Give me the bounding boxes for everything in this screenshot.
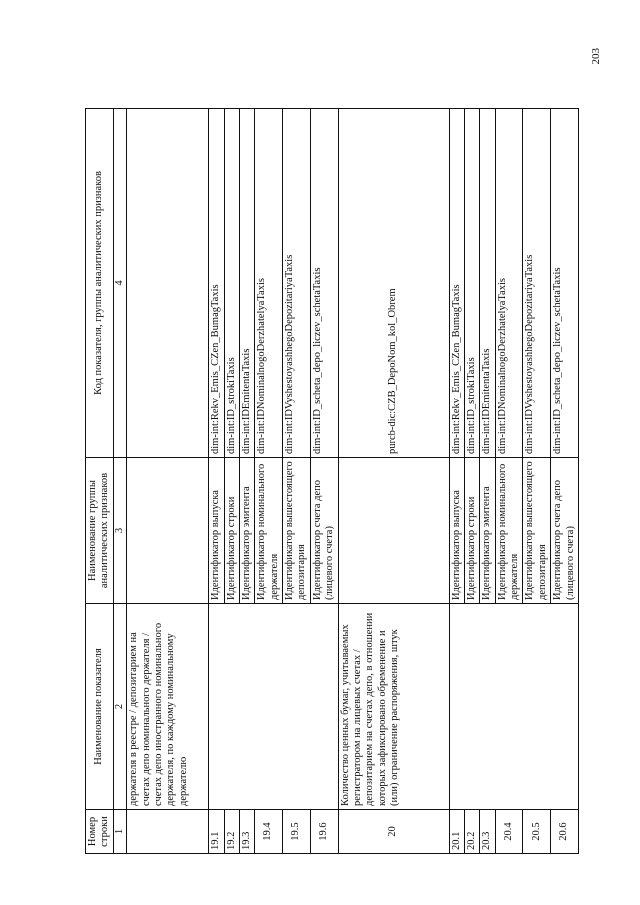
indicator-code-cell: dim-int:IDNominalnogoDerzhatelyaTaxis [495,109,523,458]
header-indicator-name: Наименование показателя [86,604,114,810]
group-name-cell: Идентификатор строки [464,458,479,604]
table-row [338,109,449,854]
indicator-code-cell: dim-int:ID_strokiTaxis [224,109,239,458]
row-number-cell: 20.5 [523,810,551,854]
indicator-code-cell: dim-int:ID_strokiTaxis [464,109,479,458]
indicator-code-cell: dim-int:IDVyshestoyashhegoDepozitariyaTaxis [523,109,551,458]
indicator-code-cell: dim-int:ID_scheta_depo_liczev_schetaTaxis [551,109,579,458]
header-group-name: Наименование группы аналитических признаков [86,458,114,604]
page-number: 203 [590,48,602,65]
indicator-code-cell [127,109,209,458]
indicator-code-cell: dim-int:IDEmitentaTaxis [239,109,254,458]
indicator-name-cell [449,604,578,810]
indicator-name-cell: Количество ценных бумаг, учитываемых регистратором на лицевых счетах / депозитарием на счетах депо, в отношении которых зафиксировано обременение и (или) ограничение распоряжения, штук [338,604,449,810]
indicator-code-cell: dim-int:IDEmitentaTaxis [480,109,495,458]
column-index: 3 [113,458,126,604]
row-number-cell: 19.6 [310,810,338,854]
indicator-code-cell: purcb-dic:CZB_DepoNom_kol_Obrem [338,109,449,458]
row-number-cell: 20.4 [495,810,523,854]
rotated-table-container [85,109,576,854]
indicator-name-cell [209,604,338,810]
row-number-cell: 20.1 [449,810,464,854]
group-name-cell: Идентификатор номинального держателя [495,458,523,604]
indicator-code-cell: dim-int:IDNominalnogoDerzhatelyaTaxis [255,109,283,458]
column-index: 2 [113,604,126,810]
column-index-row [113,109,126,854]
table-row [209,109,224,854]
row-number-cell: 20.3 [480,810,495,854]
table-header-row [86,109,114,854]
row-number-cell: 19.5 [283,810,311,854]
group-name-cell: Идентификатор вышестоящего депозитария [523,458,551,604]
indicator-name-cell: держателя в реестре / депозитарием на счетах депо номинального держателя / счетах депо иностранного номинального держателя, по каждому номинальному держателю [127,604,209,810]
indicator-code-cell: dim-int:Rekv_Emis_CZen_BumagTaxis [209,109,224,458]
group-name-cell: Идентификатор счета депо (лицевого счета) [551,458,579,604]
header-indicator-code: Код показателя, группы аналитических признаков [86,109,114,458]
column-index: 1 [113,810,126,854]
row-number-cell: 20.6 [551,810,579,854]
row-number-cell: 19.4 [255,810,283,854]
group-name-cell: Идентификатор эмитента [480,458,495,604]
row-number-cell [127,810,209,854]
group-name-cell: Идентификатор выпуска [209,458,224,604]
group-name-cell: Идентификатор вышестоящего депозитария [283,458,311,604]
row-number-cell: 20.2 [464,810,479,854]
table-row-continuation [127,109,209,854]
table-row [449,109,464,854]
row-number-cell: 19.1 [209,810,224,854]
group-name-cell: Идентификатор номинального держателя [255,458,283,604]
group-name-cell: Идентификатор строки [224,458,239,604]
row-number-cell: 19.2 [224,810,239,854]
group-name-cell: Идентификатор счета депо (лицевого счета) [310,458,338,604]
indicator-code-cell: dim-int:ID_scheta_depo_liczev_schetaTaxis [310,109,338,458]
row-number-cell: 20 [338,810,449,854]
indicators-table [85,108,579,854]
indicator-code-cell: dim-int:Rekv_Emis_CZen_BumagTaxis [449,109,464,458]
header-row-number: Номер строки [86,810,114,854]
indicator-code-cell: dim-int:IDVyshestoyashhegoDepozitariyaTaxis [283,109,311,458]
group-name-cell [338,458,449,604]
group-name-cell: Идентификатор эмитента [239,458,254,604]
group-name-cell: Идентификатор выпуска [449,458,464,604]
row-number-cell: 19.3 [239,810,254,854]
group-name-cell [127,458,209,604]
column-index: 4 [113,109,126,458]
